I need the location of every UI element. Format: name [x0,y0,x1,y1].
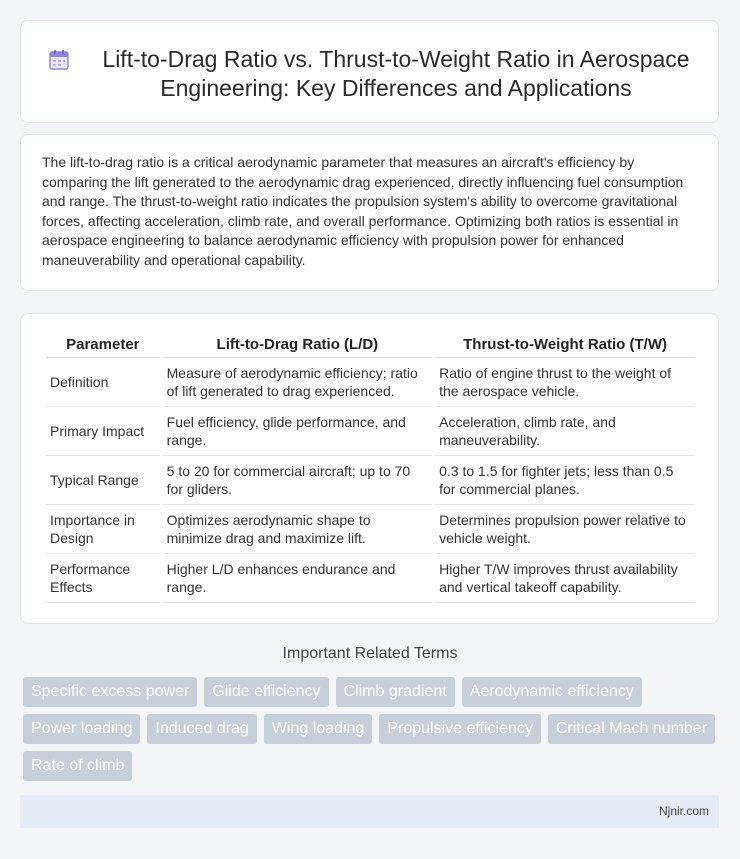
comparison-table-card [20,313,719,624]
related-term-tag[interactable]: Power loading [23,714,140,744]
related-term-tag[interactable]: Propulsive efficiency [379,714,541,744]
lift-to-drag-cell: Measure of aerodynamic efficiency; ratio of lift generated to drag experienced. [163,358,432,407]
row-label: Typical Range [46,456,160,505]
page-title: Lift-to-Drag Ratio vs. Thrust-to-Weight Ratio in Aerospace Engineering: Key Differences and Applications [102,46,690,101]
row-label: Importance in Design [46,505,160,554]
lift-to-drag-cell: Higher L/D enhances endurance and range. [163,554,432,603]
thrust-to-weight-cell: Determines propulsion power relative to vehicle weight. [435,505,695,554]
related-terms-list [23,677,723,781]
table-row [46,358,695,407]
table-row [46,456,695,505]
row-label: Definition [46,358,160,407]
related-term-tag[interactable]: Glide efficiency [204,677,328,707]
comparison-table [43,331,698,603]
column-header-thrust-to-weight: Thrust-to-Weight Ratio (T/W) [435,331,695,358]
related-terms-heading: Important Related Terms [282,645,458,662]
title-card [20,20,719,123]
footer-source[interactable]: Njnir.com [658,804,709,818]
table-row [46,554,695,603]
related-term-tag[interactable]: Climb gradient [336,677,455,707]
column-header-lift-to-drag: Lift-to-Drag Ratio (L/D) [163,331,432,358]
related-term-tag[interactable]: Critical Mach number [548,714,715,744]
intro-card [20,134,719,291]
related-term-tag[interactable]: Aerodynamic efficiency [462,677,642,707]
table-row [46,407,695,456]
lift-to-drag-cell: 5 to 20 for commercial aircraft; up to 70 for gliders. [163,456,432,505]
related-term-tag[interactable]: Rate of climb [23,751,132,781]
thrust-to-weight-cell: Higher T/W improves thrust availability and vertical takeoff capability. [435,554,695,603]
column-header-parameter: Parameter [46,331,160,358]
lift-to-drag-cell: Optimizes aerodynamic shape to minimize drag and maximize lift. [163,505,432,554]
footer-bar [20,795,719,828]
calendar-icon [48,49,70,71]
thrust-to-weight-cell: Acceleration, climb rate, and maneuverability. [435,407,695,456]
intro-paragraph: The lift-to-drag ratio is a critical aerodynamic parameter that measures an aircraft's efficiency by comparing the lift generated to the aerodynamic drag experienced, directly influencing fuel consumption and range. The thrust-to-weight ratio indicates the propulsion system's ability to overcome gravitational forces, affecting acceleration, climb rate, and overall performance. Optimizing both ratios is essential in aerospace engineering to balance aerodynamic efficiency with propulsion power for enhanced maneuverability and operational capability. [42,154,684,268]
related-term-tag[interactable]: Induced drag [147,714,256,744]
related-term-tag[interactable]: Wing loading [264,714,373,744]
thrust-to-weight-cell: 0.3 to 1.5 for fighter jets; less than 0.5 for commercial planes. [435,456,695,505]
table-header-row [46,331,695,358]
related-term-tag[interactable]: Specific excess power [23,677,197,707]
row-label: Performance Effects [46,554,160,603]
row-label: Primary Impact [46,407,160,456]
table-row [46,505,695,554]
thrust-to-weight-cell: Ratio of engine thrust to the weight of the aerospace vehicle. [435,358,695,407]
lift-to-drag-cell: Fuel efficiency, glide performance, and range. [163,407,432,456]
